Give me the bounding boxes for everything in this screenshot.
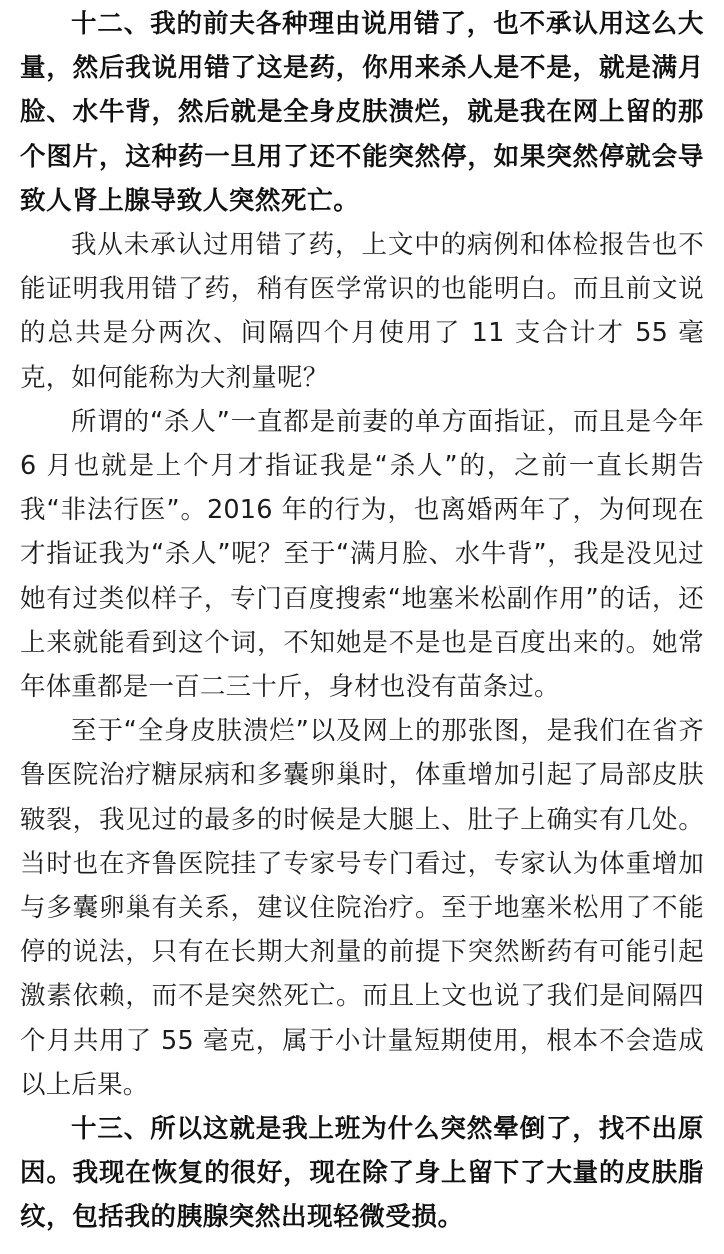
paragraph-section-13: 十三、所以这就是我上班为什么突然晕倒了，找不出原因。我现在恢复的很好，现在除了身上留下了大量的皮肤脂纹，包括我的胰腺突然出现轻微受损。: [20, 1114, 704, 1233]
paragraph-rebuttal-skin: 至于“全身皮肤溃烂”以及网上的那张图，是我们在省齐鲁医院治疗糖尿病和多囊卵巢时，体重增加引起了局部皮肤皲裂，我见过的最多的时候是大腿上、肚子上确实有几处。当时也在齐鲁医院挂了专家号专门看过，专家认为体重增加与多囊卵巢有关系，建议住院治疗。至于地塞米松用了不能停的说法，只有在长期大剂量的前提下突然断药有可能引起激素依赖，而不是突然死亡。而且上文也说了我们是间隔四个月共用了 55 毫克，属于小计量短期使用，根本不会造成以上后果。: [20, 716, 704, 1100]
paragraph-section-12: 十二、我的前夫各种理由说用错了，也不承认用这么大量，然后我说用错了这是药，你用来杀人是不是，就是满月脸、水牛背，然后就是全身皮肤溃烂，就是我在网上留的那个图片，这种药一旦用了还不能突然停，如果突然停就会导致人肾上腺导致人突然死亡。: [20, 9, 704, 216]
paragraph-rebuttal-accusation: 所谓的“杀人”一直都是前妻的单方面指证，而且是今年 6 月也就是上个月才指证我是“杀人”的，之前一直长期告我“非法行医”。2016 年的行为，也离婚两年了，为何现在才指证我为“杀人”呢？至于“满月脸、水牛背”，我是没见过她有过类似样子，专门百度搜索“地塞米松副作用”的话，还上来就能看到这个词，不知她是不是也是百度出来的。她常年体重都是一百二三十斤，身材也没有苗条过。: [20, 406, 704, 703]
article-body: [20, 2, 704, 1240]
paragraph-rebuttal-dosage: 我从未承认过用错了药，上文中的病例和体检报告也不能证明我用错了药，稍有医学常识的也能明白。而且前文说的总共是分两次、间隔四个月使用了 11 支合计才 55 毫克，如何能称为大剂量呢？: [20, 230, 704, 393]
